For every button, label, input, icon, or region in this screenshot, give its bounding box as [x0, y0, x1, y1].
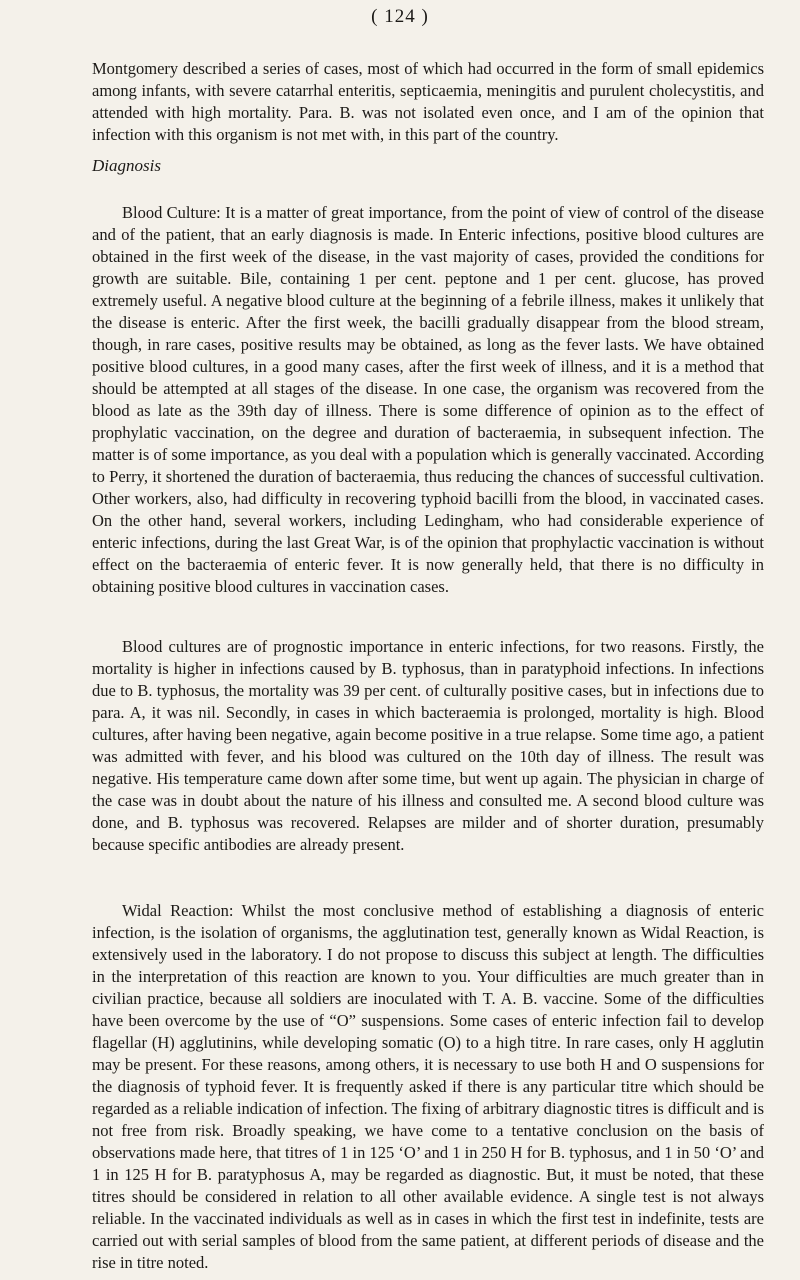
- section-heading-diagnosis: Diagnosis: [92, 156, 161, 175]
- paragraph-blood-culture: Blood Culture: It is a matter of great importance, from the point of view of control of the disease and of the patient, that an early diagnosis is made. In Enteric infections, positive blood cultures are obtained in the first week of the disease, in the vast majority of cases, provided the conditions for growth are suitable. Bile, containing 1 per cent. peptone and 1 per cent. glucose, has proved extremely useful. A negative blood culture at the beginning of a febrile illness, makes it unlikely that the disease is enteric. After the first week, the bacilli gradually disappear from the blood stream, though, in rare cases, positive results may be obtained, as long as the fever lasts. We have obtained positive blood cultures, in a good many cases, after the first week of illness, and it is a method that should be attempted at all stages of the disease. In one case, the organism was recovered from the blood as late as the 39th day of illness. There is some difference of opinion as to the effect of prophylatic vaccination, on the degree and duration of bacteraemia, in subsequent infection. The matter is of some importance, as you deal with a population which is generally vaccinated. According to Perry, it shortened the duration of bacteraemia, thus reducing the chances of successful cultivation. Other workers, also, had difficulty in recovering typhoid bacilli from the blood, in vaccinated cases. On the other hand, several workers, including Ledingham, who had considerable experience of enteric infections, during the last Great War, is of the opinion that prophylactic vaccination is without effect on the bacteraemia of enteric fever. It is now generally held, that there is no difficulty in obtaining positive blood cultures in vaccination cases.: [92, 203, 764, 596]
- intro-paragraph: Montgomery described a series of cases, most of which had occurred in the form of small epidemics among infants, with severe catarrhal enteritis, septicaemia, meningitis and purulent cholecystitis, and attended with high mortality. Para. B. was not isolated even once, and I am of the opinion that infection with this organism is not met with, in this part of the country.: [92, 59, 764, 144]
- paragraph-prognostic-importance: Blood cultures are of prognostic importance in enteric infections, for two reasons. Firstly, the mortality is higher in infections caused by B. typhosus, than in paratyphoid infections. In infections due to B. typhosus, the mortality was 39 per cent. of culturally positive cases, but in infections due to para. A, it was nil. Secondly, in cases in which bacteraemia is prolonged, mortality is high. Blood cultures, after having been negative, again become positive in a true relapse. Some time ago, a patient was admitted with fever, and his blood was cultured on the 10th day of illness. The result was negative. His temperature came down after some time, but went up again. The physician in charge of the case was in doubt about the nature of his illness and consulted me. A second blood culture was done, and B. typhosus was recovered. Relapses are milder and of shorter duration, presumably because specific antibodies are already present.: [92, 637, 764, 854]
- page-number: ( 124 ): [371, 6, 429, 27]
- paragraph-widal-reaction: Widal Reaction: Whilst the most conclusive method of establishing a diagnosis of enteric infection, is the isolation of organisms, the agglutination test, generally known as Widal Reaction, is extensively used in the laboratory. I do not propose to discuss this subject at length. The difficulties in the interpretation of this reaction are known to you. Your difficulties are much greater than in civilian practice, because all soldiers are inoculated with T. A. B. vaccine. Some of the difficulties have been overcome by the use of “O” suspensions. Some cases of enteric infection fail to develop flagellar (H) agglutinins, while developing somatic (O) to a high titre. In rare cases, only H agglutin may be present. For these reasons, among others, it is necessary to use both H and O suspensions for the diagnosis of typhoid fever. It is frequently asked if there is any particular titre which should be regarded as a reliable indication of infection. The fixing of arbitrary diagnostic titres is difficult and is not free from risk. Broadly speaking, we have come to a tentative conclusion on the basis of observations made here, that titres of 1 in 125 ‘O’ and 1 in 250 H for B. typhosus, and 1 in 50 ‘O’ and 1 in 125 H for B. paratyphosus A, may be regarded as diagnostic. But, it must be noted, that these titres should be considered in relation to all other available evidence. A single test is not always reliable. In the vaccinated individuals as well as in cases in which the first test in indefinite, tests are carried out with serial samples of blood from the same patient, at different periods of disease and the rise in titre noted.: [92, 901, 764, 1272]
